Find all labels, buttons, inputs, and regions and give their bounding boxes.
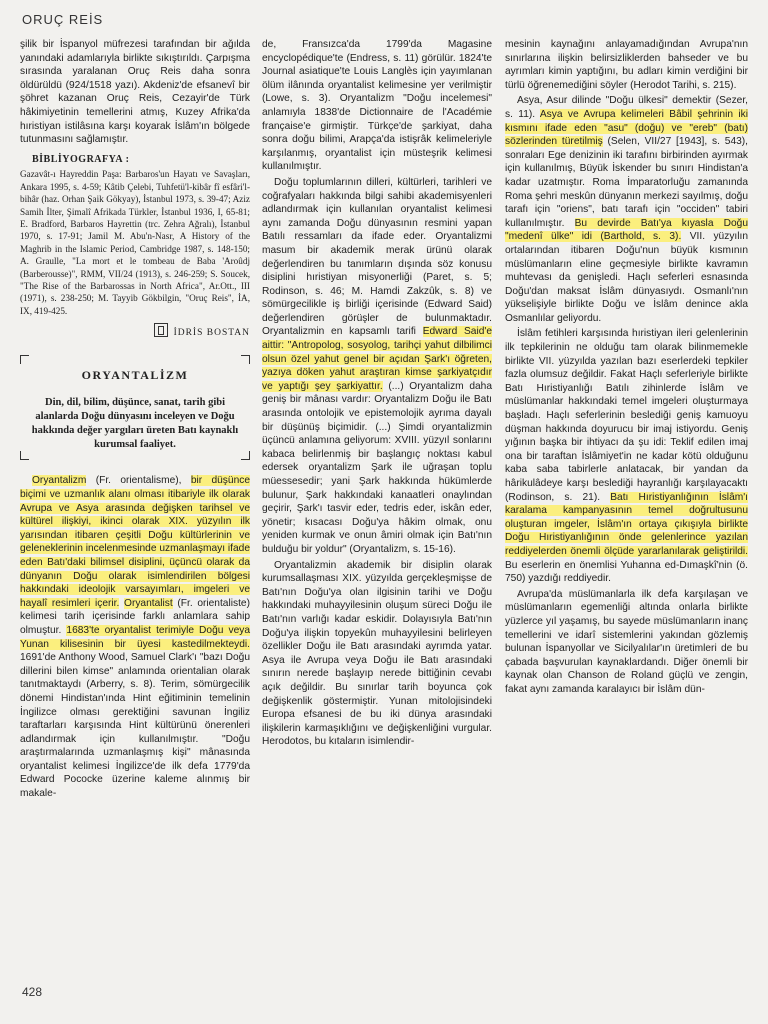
highlight: Batı Hıristiyanlığının İslâm'ı karalama kampanyasının temel doğrultusunu oluşturan imgeler, İslâm'ın ortaya çıkışıyla birlikte Doğu Hıristiyanlığının önde gelenlerince yazılan reddiyelerden önemli ölçüde yararlanılarak geliştirildi.: [505, 491, 748, 557]
text-run: Asya, Asur dilinde "Doğu ülkesi" demektir (Sezer, s. 11).: [505, 95, 748, 120]
highlight: 1683'te oryantalist terimiyle Doğu veya Yunan kilisesinin bir üyesi kastedilmekteydi.: [20, 624, 250, 650]
highlight: bir düşünce biçimi ve uzmanlık alanı olması itibariyle ilk olarak Avrupa ve Asya arasında değişken tarihsel ve kültürel ilişkiyi, ikinci olarak XIX. yüzyılın ilk yarısından itibaren çeşitli Doğu kültürlerinin ve geleneklerinin incelenmesinde uzmanlaşmayı ifade eden Batı'daki bilimsel disiplini, üçüncü olarak da dünyanın Doğu olarak isimlendirilen bölgesi hakkındaki ideolojik varsayımları, imgeleri ve hayalî resimleri içerir.: [20, 475, 250, 609]
text-run: İslâm fetihleri karşısında hıristiyan ileri gelenlerinin ilk tepkilerinin ne olduğu tam olarak bilinmemekle birlikte VII. yüzyılda yazılan bazı eserlerdeki tepkiler fazla olumsuz değildir. Fakat Haçlı seferleriyle birlikte Batı Hıristiyanlığı Batılı zihinlerde İslâm ve müslümanlar hakkındaki temel imgeleri oluşturmaya başladı. Haçlı seferlerinin beslediği geniş kamuoyu düşman hakkında doyurucu bir imaj istiyordu. Geniş yığının başka bir ihtiyacı da şu idi: Teklif edilen imaj ona bir taraftan İslâmiyet'in ne kadar kötü olduğunu kaba saba tabirlerle anlatacak, bir yandan da hârikulâdeye karşı beslediği hayranlığı karşılayacaktı (Rodinson, s. 21).: [505, 328, 748, 503]
text-run: (...) Oryantalizm daha geniş bir mânası vardır: Oryantalizm Doğu ile Batı arasında ontolojik ve epistemolojik ayrıma dayalı bir düşünüş biçimidir. (...) Şimdi oryantalizmin üçüncü anlamına geliyorum: XVIII. yüzyıl sonlarını kabaca belirlenmiş bir başlangıç noktası kabul edersek oryantalizm Şark ile uğraşan toplu müessesedir; yani Şark hakkında hükümlerde bulunur, Şark hakkındaki kanaatleri onaylından geçirir, Şark'ı tasvir eder, tedris eder, iskân eder, yönetir; kısacası Doğu'ya hâkim olmak, onu yeniden kurmak ve onun âmiri olmak için Batı'nın bulduğu bir yoldur" (Oryantalizm, s. 15-16).: [262, 380, 493, 555]
text-run: (Fr. orientalisme),: [86, 475, 191, 487]
column-1: [20, 38, 250, 803]
author-logo-icon: [154, 323, 168, 337]
paragraph: de, Fransızca'da 1799'da Magasine encyclopédique'te (Endress, s. 11) görülür. 1824'te Journal asiatique'te Louis Langlès için yayımlanan ölüm ilânında oryantalist kelimesine yer verilmiştir (Lowe, s. 3). Oryantalizm "Doğu incelemesi" anlamıyla 1838'de Dictionnaire de l'Académie française'e girmiştir. Türkçe'de şarkiyat, daha sonra doğu bilimi, Arapça'da istişrâk kelimeleriyle karşılanmış, oryantalist için müsteşrik kelimesi kullanılmıştır.: [262, 39, 492, 173]
paragraph: [505, 94, 748, 325]
highlight: Oryantalist: [124, 597, 173, 609]
highlight: Asya ve Avrupa kelimeleri Bâbil şehrinin iki kısmını ifade eden "asu" (doğu) ve "ereb" (batı) sözlerinden türetilmiş: [505, 108, 748, 148]
text-run: (Fr. orientaliste) kelimesi tarih içerisinde farklı anlamlara sahip olmuştur.: [20, 597, 250, 636]
article-heading-box: [20, 355, 250, 461]
column-3: [505, 38, 748, 699]
article-subtitle: Din, dil, bilim, düşünce, sanat, tarih gibi alanlarda Doğu dünyasını inceleyen ve Doğu hakkında değer yargıları üreten Batı kaynaklı kurumsal faaliyet.: [31, 397, 239, 451]
paragraph: [505, 327, 748, 585]
page-number: 428: [22, 985, 43, 999]
highlight: Edward Said'e aittir: "Antropolog, sosyolog, tarihçi yahut dilbilimci olsun özel yahut genel bir açıdan Şark'ı öğreten, yazıya döken yahut araştıran kimse şarkiyatçıdır ve yaptığı şey şarkiyattır.: [262, 326, 492, 392]
paragraph: Oryantalizmin akademik bir disiplin olarak kurumsallaşması XIX. yüzyılda gerçekleşmişse de Batı'nın Doğu'ya olan ilgisinin tarihi ve Doğu hakkındaki muhayyilesinin oluşum süreci Doğu ile Batı'nın varlığı kadar eskidir. Dolayısıyla Batı'nın Doğu'ya ilişkin topyekûn muhayyilesini belirleyen özellikler Doğu ile Batı arasındaki ayrımda yatar. Asya ile Avrupa veya Doğu ile Batı arasındaki sınırın nerede başlayıp nerede bittiğinin cevabı açık değildir. Bu sınırlar tarih boyunca çok değişkenlik göstermiştir. Yunan mitolojisindeki Europa efsanesi de bu iki dünya arasındaki ilişkilerin karmaşıklığını ve değişkenliğini vurgular. Herodotos, bu kıtaların isimlendir-: [262, 559, 492, 748]
text-run: (Selen, VII/27 [1943], s. 543), sonraları Ege denizinin iki tarafını birbirinden ayırmak için kullanılmış, Büyük İskender bu sınırı Hindistan'a kadar uzatmıştır. Roma İmparatorluğu zamanında Roma şehri meskûn dünyanın merkezi sayılmış, doğu tarafı için "oriens", batı tarafı için "occiden" tabiri kullanılmıştır.: [505, 136, 748, 229]
bibliography-text: Gazavât-ı Hayreddin Paşa: Barbaros'un Hayatı ve Savaşları, Ankara 1995, s. 4-59; Kâtib Çelebi, Tuhfetü'l-kibâr fî esfâri'l-bihâr (haz. Orhan Şaik Gökyay), İstanbul 1973, s. 39-47; Aziz Samih İlter, Şimalî Afrikada Türkler, İstanbul 1936, I, 65-81; E. Bradford, Barbaros Hayrettin (trc. Zehra Ağralı), İstanbul 1970, s. 17-91; Jamil M. Abu'n-Nasr, A History of the Maghrib in the Islamic Period, Cambridge 1987, s. 148-150; A. Graulle, "La mort et le tombeau de Baba 'Aroûdj (Barberousse)", RMM, VII/24 (1913), s. 246-259; S. Soucek, "The Rise of the Barbarossas in North Africa", Ar.Ott., III (1971), s. 238-250; M. Tayyib Gökbilgin, "Oruç Reis", İA, IX, 419-425.: [20, 169, 250, 316]
highlight: Bu devirde Batı'ya kıyasla Doğu "medenî ülke" idi (Barthold, s. 3).: [505, 217, 748, 243]
author-signature: [20, 323, 250, 341]
text-run: Doğu toplumlarının dilleri, kültürleri, tarihleri ve coğrafyaları hakkında bilgi sahibi akademisyenleri adlandırmak için kullanılan oryantalist kelimesi aynı zamanda Doğu dünyasının resmini yapan Batılı ressamları da ifade eder. Oryantalizmi masum bir akademik merak ürünü olarak değerlendiren bu tanımların dışında söz konusu disiplini hıristiyan misyonerliği (Paret, s. 5; Rodinson, s. 46; M. Hamdi Zakzûk, s. 8) ve sömürgecilikle iş birliği içerisinde (Edward Said) değerlendiren görüşler de bulunmaktadır. Oryantalizmin en kapsamlı tarifi: [262, 176, 492, 338]
text-run: VII. yüzyılın ortalarından itibaren Doğu'nun büyük kısmının müslümanların eline geçmesiyle birlikte kavramın muhtevası da genişledi. Haçlı seferleri esnasında Doğu'dan maksat İslâm dünyasıydı. Osmanlı'nın yükselişiyle birlikte Doğu ve İslâm denince akla Osmanlılar geliyordu.: [505, 231, 749, 324]
paragraph: [20, 474, 250, 800]
text-run: 1691'de Anthony Wood, Samuel Clark'ı "bazı Doğu dillerini bilen kimse" anlamında orientalian olarak tanıtmaktaydı (Arberry, s. 8). Terim, sömürgecilik dönemi Hindistan'ında Hint eğitiminin temelinin İngilizce olması gerektiğini savunan İngiliz taraftarları karşısında Hint kültürünü önerenleri adlandırmak için kullanılmıştır. "Doğu araştırmalarında uzmanlaşmış kişi" mânasında oryantalist kelimesi İngilizce'de ilk defa 1779'da Edward Pococke üzerine kaleme alınmış bir makale-: [20, 652, 250, 800]
running-header: ORUÇ REİS: [22, 12, 104, 27]
bibliography-title: BİBLİYOGRAFYA :: [32, 153, 130, 165]
column-2: [262, 38, 492, 751]
article-title: ORYANTALİZM: [81, 367, 189, 382]
paragraph: Avrupa'da müslümanlarla ilk defa karşılaşan ve müslümanların egemenliği altında onlarla birlikte yüzlerce yıl yaşamış, bu sayede müslümanların inanç temellerini ve idarî sistemlerini yakından gözlemiş bulunan İspanyollar ve Sicilyalılar'ın üretimleri de bu çabada başvurulan kaynaklardandı. Diğer önemli bir kaynak olan Chanson de Roland güçlü ve zengin, fakat aynı zamanda karalayıcı bir İslâm dün-: [505, 588, 748, 695]
highlight: Oryantalizm: [32, 475, 87, 487]
author-name: İDRİS BOSTAN: [173, 328, 250, 339]
paragraph: mesinin kaynağını anlayamadığından Avrupa'nın sınırlarına ilişkin belirsizliklerden bahseder ve bu ayrımları kimin yaptığını, bu adları kimin verdiğini bir türlü öğrenemediğini söyler (Herodot Tarihi, s. 215).: [505, 39, 748, 91]
paragraph: şilik bir İspanyol müfrezesi tarafından bir ağılda yanındaki adamlarıyla birlikte sıkıştırıldı. Çarpışma sırasında yaralanan Oruç Reis daha sonra öldürüldü (924/1518 yazı). Akdeniz'de efsanevî bir şöhret kazanan Oruç Reis, Cezayir'de Türk hâkimiyetinin temellerini atmış, Kuzey Afrika'da hıristiyan istilâsına karşı koyarak İslâm'ın bölgede tutunmasını sağlamıştır.: [20, 39, 250, 146]
paragraph: [262, 176, 492, 557]
text-run: Bu eserlerin en önemlisi Yuhanna ed-Dımaşkî'nin (ö. 750) yazdığı reddiyedir.: [505, 559, 748, 585]
